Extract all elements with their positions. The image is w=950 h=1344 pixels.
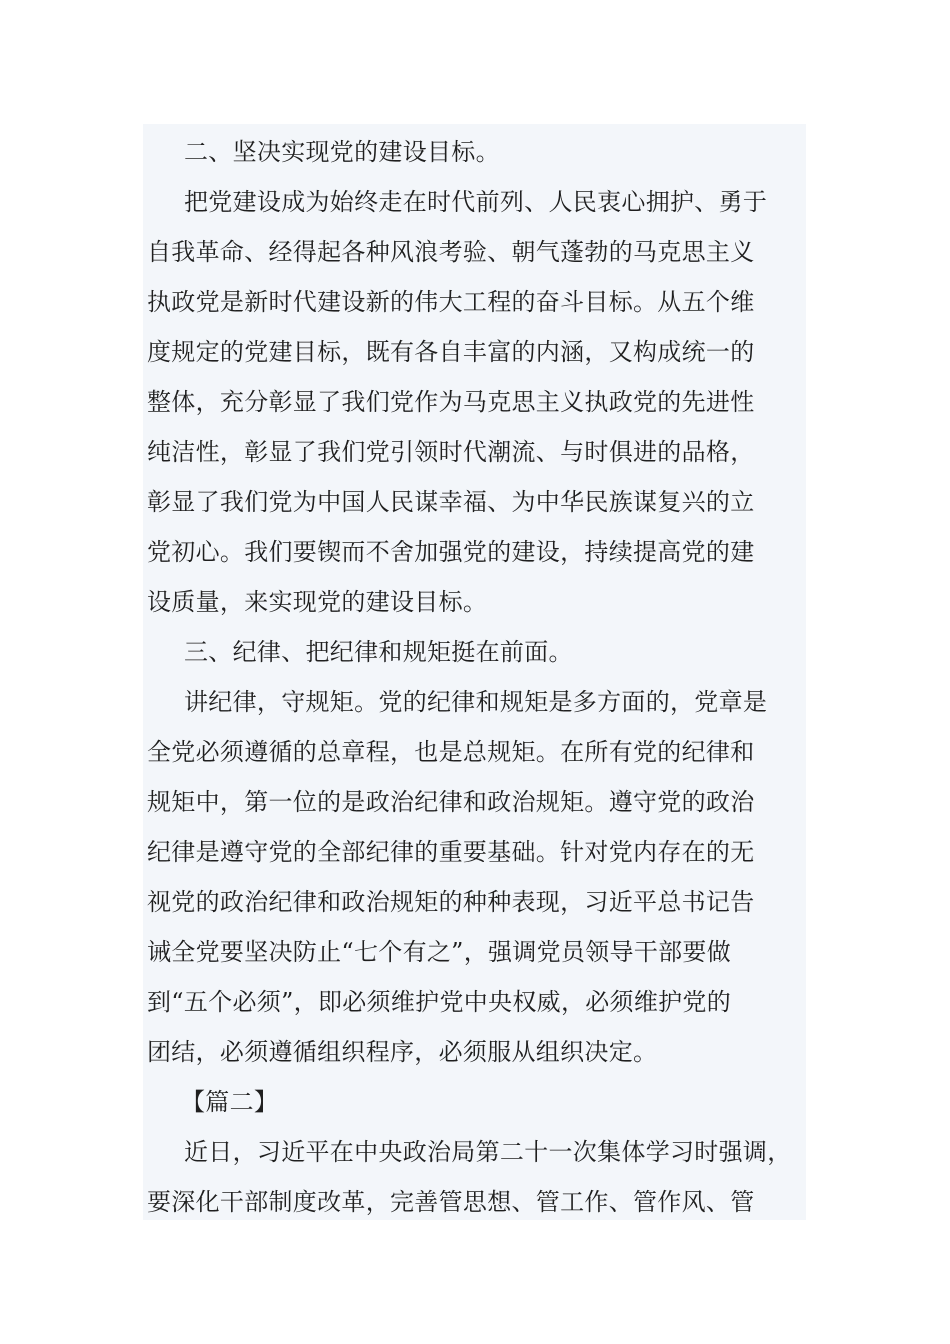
paragraph-line: 纯洁性，彰显了我们党引领时代潮流、与时俱进的品格， bbox=[147, 438, 755, 466]
document-text-block bbox=[143, 124, 806, 1220]
paragraph-line: 视党的政治纪律和政治规矩的种种表现，习近平总书记告 bbox=[147, 888, 755, 916]
paragraph-line: 近日，习近平在中央政治局第二十一次集体学习时强调， bbox=[184, 1138, 792, 1166]
paragraph-line: 整体，充分彰显了我们党作为马克思主义执政党的先进性 bbox=[147, 388, 755, 416]
paragraph-line: 把党建设成为始终走在时代前列、人民衷心拥护、勇于 bbox=[184, 188, 768, 216]
heading-section-two: 二、坚决实现党的建设目标。 bbox=[184, 138, 500, 166]
section-marker-part-two: 【篇二】 bbox=[181, 1088, 279, 1116]
paragraph-line: 党初心。我们要锲而不舍加强党的建设，持续提高党的建 bbox=[147, 538, 755, 566]
paragraph-line: 到“五个必须”，即必须维护党中央权威，必须维护党的 bbox=[147, 988, 732, 1016]
paragraph-line: 纪律是遵守党的全部纪律的重要基础。针对党内存在的无 bbox=[147, 838, 755, 866]
paragraph-line: 诫全党要坚决防止“七个有之”，强调党员领导干部要做 bbox=[147, 938, 732, 966]
paragraph-line: 团结，必须遵循组织程序，必须服从组织决定。 bbox=[147, 1038, 658, 1066]
paragraph-line: 讲纪律，守规矩。党的纪律和规矩是多方面的，党章是 bbox=[184, 688, 768, 716]
paragraph-line: 度规定的党建目标，既有各自丰富的内涵，又构成统一的 bbox=[147, 338, 755, 366]
heading-section-three: 三、纪律、把纪律和规矩挺在前面。 bbox=[184, 638, 573, 666]
paragraph-line: 规矩中，第一位的是政治纪律和政治规矩。遵守党的政治 bbox=[147, 788, 755, 816]
paragraph-line: 设质量，来实现党的建设目标。 bbox=[147, 588, 488, 616]
paragraph-line: 执政党是新时代建设新的伟大工程的奋斗目标。从五个维 bbox=[147, 288, 755, 316]
paragraph-line: 自我革命、经得起各种风浪考验、朝气蓬勃的马克思主义 bbox=[147, 238, 755, 266]
paragraph-line: 全党必须遵循的总章程，也是总规矩。在所有党的纪律和 bbox=[147, 738, 755, 766]
paragraph-line: 彰显了我们党为中国人民谋幸福、为中华民族谋复兴的立 bbox=[147, 488, 755, 516]
paragraph-line: 要深化干部制度改革，完善管思想、管工作、管作风、管 bbox=[147, 1188, 755, 1216]
